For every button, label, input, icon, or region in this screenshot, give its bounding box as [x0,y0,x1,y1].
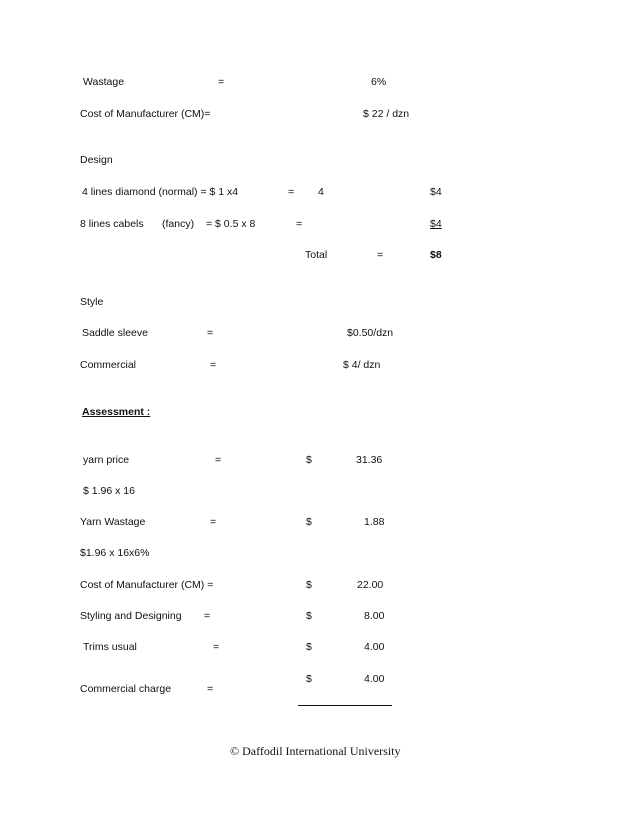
design-total-equals: = [377,249,384,261]
styling-equals: = [204,610,211,622]
commercial-charge-label: Commercial charge [80,683,172,695]
commercial-charge-currency: $ [306,673,312,685]
yarn-price-value: 31.36 [356,454,383,466]
style-heading: Style [80,296,104,308]
design-total-label: Total [305,249,328,261]
design-row2-price: $4 [430,218,442,230]
yarn-price-calc: $ 1.96 x 16 [83,485,135,497]
wastage-label: Wastage [83,76,125,88]
assess-cm-currency: $ [306,579,312,591]
cm-label: Cost of Manufacturer (CM)= [80,108,211,120]
design-total-value: $8 [430,249,442,261]
trims-label: Trims usual [83,641,137,653]
styling-value: 8.00 [364,610,385,622]
wastage-equals: = [218,76,225,88]
commercial-charge-value: 4.00 [364,673,385,685]
yarn-price-equals: = [215,454,222,466]
design-heading: Design [80,154,113,166]
design-row1-label: 4 lines diamond (normal) = $ 1 x4 [82,186,239,198]
design-row1-equals: = [288,186,295,198]
styling-currency: $ [306,610,312,622]
saddle-equals: = [207,327,214,339]
trims-value: 4.00 [364,641,385,653]
commercial-value: $ 4/ dzn [343,359,381,371]
yarn-wastage-calc: $1.96 x 16x6% [80,547,150,559]
commercial-equals: = [210,359,217,371]
trims-currency: $ [306,641,312,653]
trims-equals: = [213,641,220,653]
sum-underline [298,705,392,706]
design-row2-label: 8 lines cabels [80,218,144,230]
wastage-value: 6% [371,76,387,88]
yarn-wastage-currency: $ [306,516,312,528]
yarn-price-label: yarn price [83,454,130,466]
design-row1-price: $4 [430,186,442,198]
cm-value: $ 22 / dzn [363,108,410,120]
yarn-wastage-value: 1.88 [364,516,385,528]
yarn-price-currency: $ [306,454,312,466]
design-row1-qty: 4 [318,186,324,198]
yarn-wastage-equals: = [210,516,217,528]
design-row2-calc: = $ 0.5 x 8 [206,218,256,230]
design-row2-equals: = [296,218,303,230]
yarn-wastage-label: Yarn Wastage [80,516,146,528]
saddle-value: $0.50/dzn [347,327,394,339]
saddle-label: Saddle sleeve [82,327,148,339]
styling-label: Styling and Designing [80,610,182,622]
footer-copyright: © Daffodil International University [230,744,401,758]
assess-cm-value: 22.00 [357,579,384,591]
assessment-heading: Assessment : [82,406,151,418]
commercial-charge-equals: = [207,683,214,695]
assess-cm-label: Cost of Manufacturer (CM) = [80,579,214,591]
design-row2-type: (fancy) [162,218,195,230]
commercial-label: Commercial [80,359,137,371]
